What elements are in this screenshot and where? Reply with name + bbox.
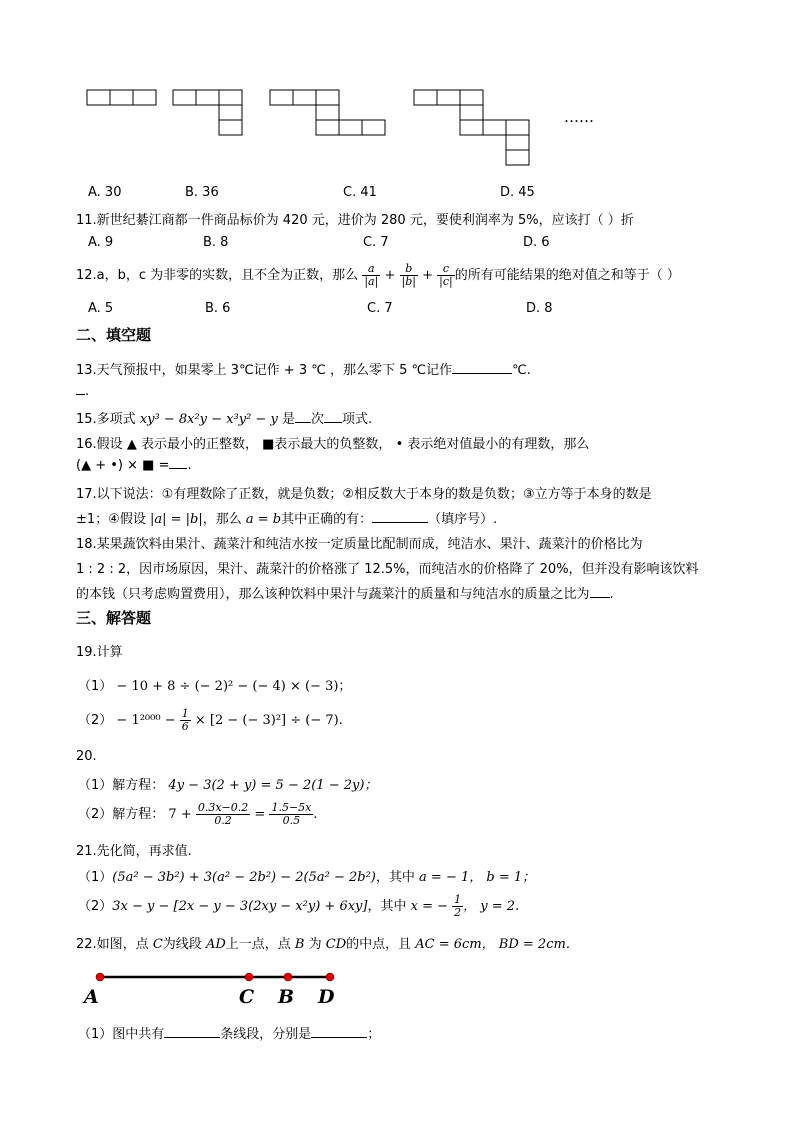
q20-part2: （2）解方程： 7 + $\frac{0.3x-0.2}{0.2}$ = $\frac{1.5-5x}{0.5}$ . xyxy=(78,801,318,827)
one-half-fraction: $\frac{1}{2}$ xyxy=(454,893,462,919)
pattern-4 xyxy=(414,90,529,165)
q12-stem-after: 的所有可能结果的绝对值之和等于（ ） xyxy=(454,268,680,283)
q12-option-c[interactable]: C. 7 xyxy=(367,301,393,316)
q20-title: 20. xyxy=(76,749,97,764)
q18-line1: 18.某果蔬饮料由果汁、蔬菜汁和纯洁水按一定质量比配制而成，纯洁水、果汁、蔬菜汁的价格比为 xyxy=(76,537,643,552)
label-b: B xyxy=(278,986,295,1008)
one-sixth-fraction: $\frac{1}{6}$ xyxy=(181,707,189,733)
q16-answer-blank[interactable] xyxy=(169,467,187,469)
square-icon: ■ xyxy=(262,437,275,452)
square-patterns-figure xyxy=(80,84,640,174)
point-b xyxy=(284,973,292,981)
q13: 13.天气预报中，如果零上 3℃记作 + 3 ℃ ，那么零下 5 ℃记作 ℃. xyxy=(76,363,531,378)
q11-option-b[interactable]: B. 8 xyxy=(203,235,229,250)
q10-option-b[interactable]: B. 36 xyxy=(185,185,219,200)
q12-option-a[interactable]: A. 5 xyxy=(88,301,114,316)
q10-option-d[interactable]: D. 45 xyxy=(500,185,535,200)
point-d xyxy=(326,973,334,981)
q15-degree-blank[interactable] xyxy=(295,421,311,423)
q12-stem-before: 12.a，b，c 为非零的实数，且不全为正数，那么 xyxy=(76,268,359,283)
point-a xyxy=(96,973,104,981)
q21-title: 21.先化简，再求值. xyxy=(76,844,192,859)
q22-list-blank[interactable] xyxy=(311,1036,367,1038)
q20-part1: （1）解方程： 4y − 3(2 + y) = 5 − 2(1 − 2y)； xyxy=(78,778,378,793)
pattern-1 xyxy=(87,90,156,105)
q22-stem: 22.如图，点 C为线段 AD上一点，点 B 为 CD的中点，且 AC = 6cm， BD = 2cm. xyxy=(76,937,570,952)
q15: 15.多项式 xy³ − 8x²y − x³y² − y 是 次 项式. xyxy=(76,412,373,427)
frac-a-over-abs-a: $\frac{a}{|a|}$ xyxy=(364,262,379,288)
q11-option-a[interactable]: A. 9 xyxy=(88,235,114,250)
q11-option-c[interactable]: C. 7 xyxy=(363,235,389,250)
equation-lhs-fraction: $\frac{0.3x-0.2}{0.2}$ xyxy=(197,801,249,827)
q11-option-d[interactable]: D. 6 xyxy=(523,235,550,250)
q13-answer-blank[interactable] xyxy=(452,372,512,374)
q17-line2: ±1；④假设 |a| = |b|，那么 a = b其中正确的有： （填序号）. xyxy=(76,512,498,527)
q18-line2: 1 : 2 : 2，因市场原因，果汁、蔬菜汁的价格涨了 12.5%，而纯洁水的价格降了 20%，但并没有影响该饮料 xyxy=(76,562,699,577)
q17-line1: 17.以下说法：①有理数除了正数，就是负数；②相反数大于本身的数是负数；③立方等于本身的数是 xyxy=(76,487,652,502)
q19-part1: （1） − 10 + 8 ÷ (− 2)² − (− 4) × (− 3)； xyxy=(78,679,352,694)
q12-stem: 12.a，b，c 为非零的实数，且不全为正数，那么 $\frac{a}{|a|}$ + $\frac{b}{|b|}$ + $\frac{c}{|c|}$ 的所有可能结果的绝对值之和等于（ ） xyxy=(76,262,680,288)
q22-part1: （1）图中共有 条线段，分别是 ； xyxy=(78,1027,381,1042)
pattern-2 xyxy=(173,90,242,135)
q21-part1: （1）(5a² − 3b²) + 3(a² − 2b²) − 2(5a² − 2b²)，其中 a = − 1， b = 1； xyxy=(78,870,536,885)
triangle-icon: ▲ xyxy=(126,437,137,452)
point-c xyxy=(245,973,253,981)
q12-option-d[interactable]: D. 8 xyxy=(526,301,553,316)
q16-line1: 16.假设 ▲ 表示最小的正整数， ■表示最大的负整数， • 表示绝对值最小的有理数，那么 xyxy=(76,437,590,452)
q21-part2: （2）3x − y − [2x − y − 3(2xy − x²y) + 6xy]，其中 x = − $\frac{1}{2}$ ， y = 2. xyxy=(78,893,520,919)
q16-line2: (▲ + •) × ■ = . xyxy=(76,458,192,473)
q18-line3: 的本钱（只考虑购置费用），那么该种饮料中果汁与蔬菜汁的质量和与纯洁水的质量之比为 . xyxy=(76,587,614,602)
pattern-3 xyxy=(270,90,385,135)
section-fill-in-title: 二、填空题 xyxy=(76,326,152,344)
q14-fragment: . xyxy=(76,384,89,399)
q11-stem: 11.新世纪綦江商都一件商品标价为 420 元，进价为 280 元，要使利润率为 5%，应该打（ ）折 xyxy=(76,213,634,228)
q12-option-b[interactable]: B. 6 xyxy=(205,301,231,316)
polynomial-expr: xy³ − 8x²y − x³y² − y xyxy=(139,412,278,427)
q22-count-blank[interactable] xyxy=(164,1036,220,1038)
q10-option-c[interactable]: C. 41 xyxy=(343,185,377,200)
label-d: D xyxy=(318,986,335,1008)
equation-rhs-fraction: $\frac{1.5-5x}{0.5}$ xyxy=(271,801,312,827)
segment-figure xyxy=(80,965,350,1010)
frac-c-over-abs-c: $\frac{c}{|c|}$ xyxy=(439,262,453,288)
q15-terms-blank[interactable] xyxy=(324,421,342,423)
q10-option-a[interactable]: A. 30 xyxy=(88,185,122,200)
dot-icon: • xyxy=(395,437,404,452)
continuation-dots: …… xyxy=(564,108,594,126)
label-a: A xyxy=(84,986,99,1008)
label-c: C xyxy=(239,986,255,1008)
q19-title: 19.计算 xyxy=(76,645,123,660)
section-solve-title: 三、解答题 xyxy=(76,609,152,627)
q18-answer-blank[interactable] xyxy=(590,596,610,598)
frac-b-over-abs-b: $\frac{b}{|b|}$ xyxy=(401,262,416,288)
q17-answer-blank[interactable] xyxy=(372,521,428,523)
q14-answer-blank[interactable] xyxy=(76,393,85,395)
q19-part2: （2） − 1²⁰⁰⁰ − $\frac{1}{6}$ × [2 − (− 3)²] ÷ (− 7). xyxy=(78,707,343,733)
